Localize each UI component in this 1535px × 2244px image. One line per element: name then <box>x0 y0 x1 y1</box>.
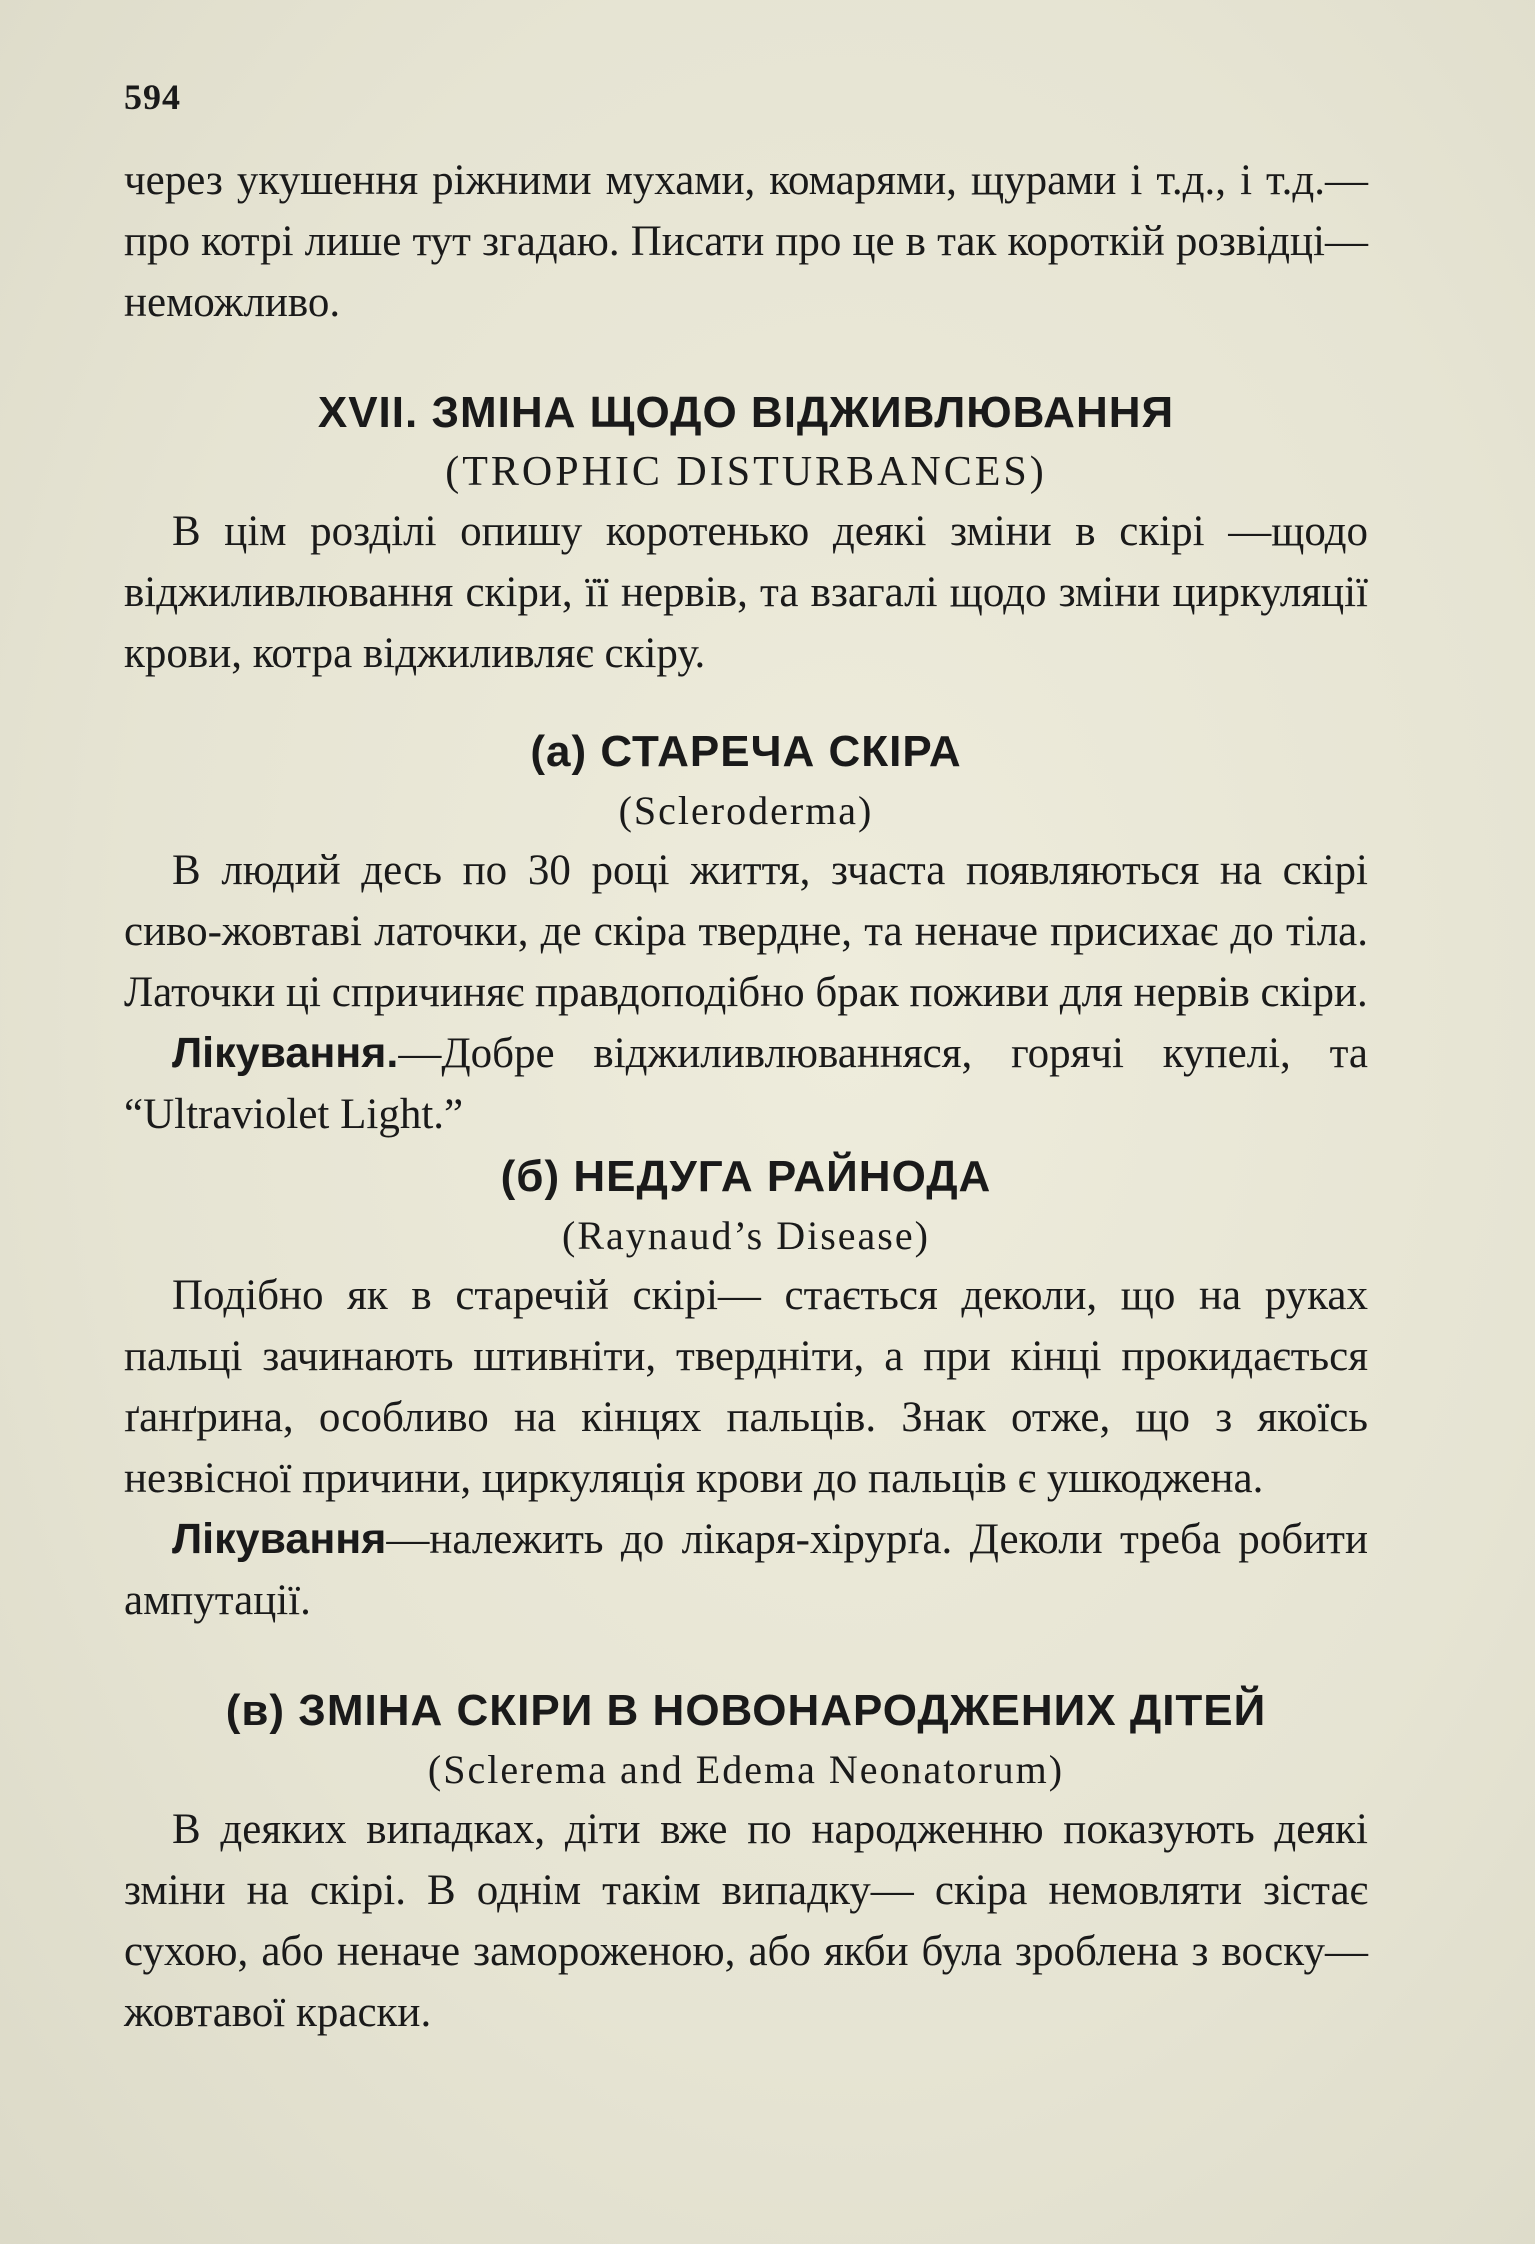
intro-paragraph: через укушення ріжними мухами, комарями, щурами і т.д., і т.д.—про котрі лише тут згадаю. Писати про це в так короткій розвідці—неможливо. <box>124 157 1368 326</box>
section-b-subtitle: (Raynaud’s Disease) <box>562 1213 930 1258</box>
section-b-treatment-label: Лікування <box>172 1515 387 1563</box>
section-c-subtitle: (Sclerema and Edema Neonatorum) <box>427 1747 1065 1792</box>
section-a-treatment <box>124 1023 1368 1145</box>
section-a-subtitle: (Scleroderma) <box>618 788 874 833</box>
section-b-paragraph: Подібно як в старечій скірі— стається деколи, що на руках пальці зачинають штивніти, твердніти, а при кінці прокидається ґанґрина, особливо на кінцях пальців. Знак отже, що з якоїсь незвісної причини, циркуляція крови до пальців є ушкоджена. <box>124 1272 1368 1502</box>
section-b-treatment-text: —належить до лікаря-хірурґа. Деколи треба робити ампутації. <box>124 1516 1368 1624</box>
section-b-title: (б) НЕДУГА РАЙНОДА <box>500 1152 992 1201</box>
chapter-subtitle: (TROPHIC DISTURBANCES) <box>445 449 1047 495</box>
section-c-title: (в) ЗМІНА СКІРИ В НОВОНАРОДЖЕНИХ ДІТЕЙ <box>225 1686 1267 1735</box>
chapter-title: XVII. ЗМІНА ЩОДО ВІДЖИВЛЮВАННЯ <box>317 388 1175 437</box>
page-number: 594 <box>124 77 181 117</box>
section-c-paragraph: В деяких випадках, діти вже по народженню показують деякі зміни на скірі. В однім такім випадку— скіра немовляти зістає сухою, або неначе замороженою, або якби була зроблена з воску—жовтавої краски. <box>124 1806 1368 2036</box>
section-a-title: (а) СТАРЕЧА СКІРА <box>530 727 962 776</box>
section-b-treatment <box>124 1509 1368 1631</box>
section-a-treatment-text: —Добре віджиливлюванняся, горячі купелі, та “Ultraviolet Light.” <box>124 1030 1368 1138</box>
section-a-treatment-label: Лікування. <box>172 1029 399 1077</box>
section-a-paragraph: В людий десь по 30 році життя, зчаста появляються на скірі сиво-жовтаві латочки, де скіра твердне, та неначе присихає до тіла. Латочки ці спричиняє правдоподібно брак поживи для нервів скіри. <box>124 847 1368 1016</box>
page-body <box>124 150 1368 2043</box>
chapter-paragraph: В цім розділі опишу коротенько деякі зміни в скірі —щодо віджиливлювання скіри, її нервів, та взагалі щодо зміни циркуляції крови, котра віджиливляє скіру. <box>124 508 1368 677</box>
